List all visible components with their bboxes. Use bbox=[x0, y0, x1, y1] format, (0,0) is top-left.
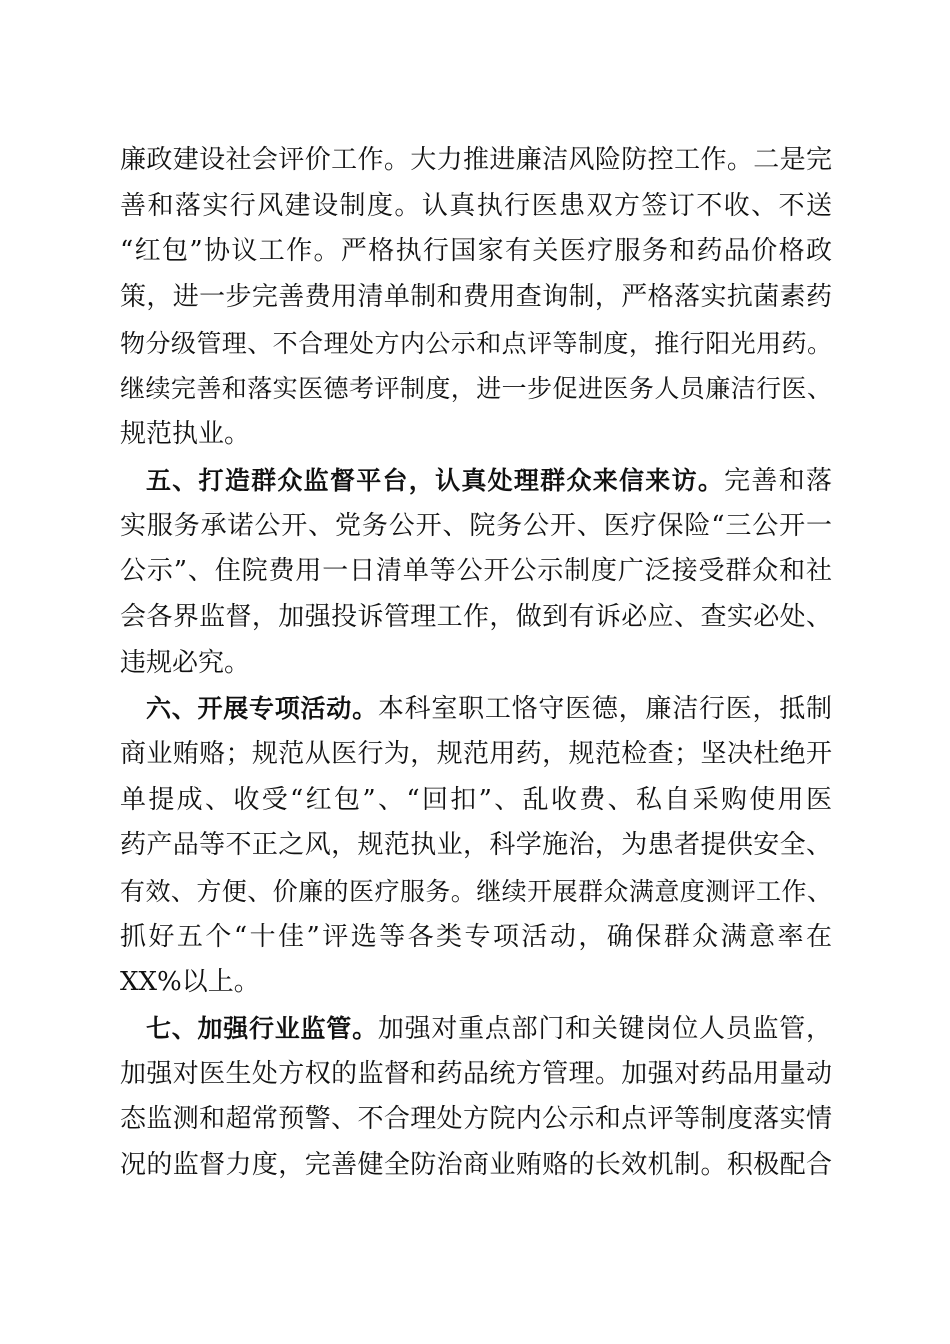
body-text bbox=[120, 138, 832, 1189]
text-line: XX%以上。 bbox=[120, 967, 260, 998]
text-line: 规范执业。 bbox=[120, 419, 251, 450]
text-line: 商业贿赂；规范从医行为，规范用药，规范检查；坚决杜绝开 bbox=[120, 738, 832, 769]
text-line: 会各界监督，加强投诉管理工作，做到有诉必应、查实必处、 bbox=[120, 601, 832, 632]
text-line: 况的监督力度，完善健全防治商业贿赂的长效机制。积极配合 bbox=[120, 1150, 832, 1181]
text-line: 策，进一步完善费用清单制和费用查询制，严格落实抗菌素药 bbox=[120, 282, 832, 313]
paragraph-first-line bbox=[120, 686, 832, 732]
text-line: 单提成、收受“红包”、“回扣”、乱收费、私自采购使用医 bbox=[120, 784, 832, 815]
section-heading-5: 五、打造群众监督平台，认真处理群众来信来访。 bbox=[146, 465, 725, 495]
text-line: 抓好五个“十佳”评选等各类专项活动，确保群众满意率在 bbox=[120, 921, 832, 952]
text-line: 有效、方便、价廉的医疗服务。继续开展群众满意度测评工作、 bbox=[120, 877, 832, 906]
text-line: 违规必究。 bbox=[120, 647, 251, 678]
text-line: 廉政建设社会评价工作。大力推进廉洁风险防控工作。二是完 bbox=[120, 145, 832, 175]
section-heading-6: 六、开展专项活动。 bbox=[146, 694, 378, 724]
section-heading-7: 七、加强行业监管。 bbox=[146, 1014, 378, 1044]
text-line: 物分级管理、不合理处方内公示和点评等制度，推行阳光用药。 bbox=[120, 328, 832, 358]
text-line: 药产品等不正之风，规范执业，科学施治，为患者提供安全、 bbox=[120, 830, 832, 861]
text-line: 继续完善和落实医德考评制度，进一步促进医务人员廉洁行医、 bbox=[120, 374, 832, 404]
text-line: “红包”协议工作。严格执行国家有关医疗服务和药品价格政 bbox=[120, 236, 832, 267]
text-line: 善和落实行风建设制度。认真执行医患双方签订不收、不送 bbox=[120, 190, 832, 221]
paragraph-first-line bbox=[120, 1006, 832, 1052]
text-run: 本科室职工恪守医德，廉洁行医，抵制 bbox=[377, 694, 832, 725]
text-line: 公示”、住院费用一日清单等公开公示制度广泛接受群众和社 bbox=[120, 556, 832, 587]
text-run: 加强对重点部门和关键岗位人员监管， bbox=[377, 1014, 832, 1045]
text-run: 完善和落 bbox=[724, 465, 832, 496]
text-line: 态监测和超常预警、不合理处方院内公示和点评等制度落实情 bbox=[120, 1104, 832, 1135]
text-line: 加强对医生处方权的监督和药品统方管理。加强对药品用量动 bbox=[120, 1058, 832, 1089]
text-line: 实服务承诺公开、党务公开、院务公开、医疗保险“三公开一 bbox=[120, 510, 832, 541]
paragraph-first-line bbox=[120, 458, 832, 504]
